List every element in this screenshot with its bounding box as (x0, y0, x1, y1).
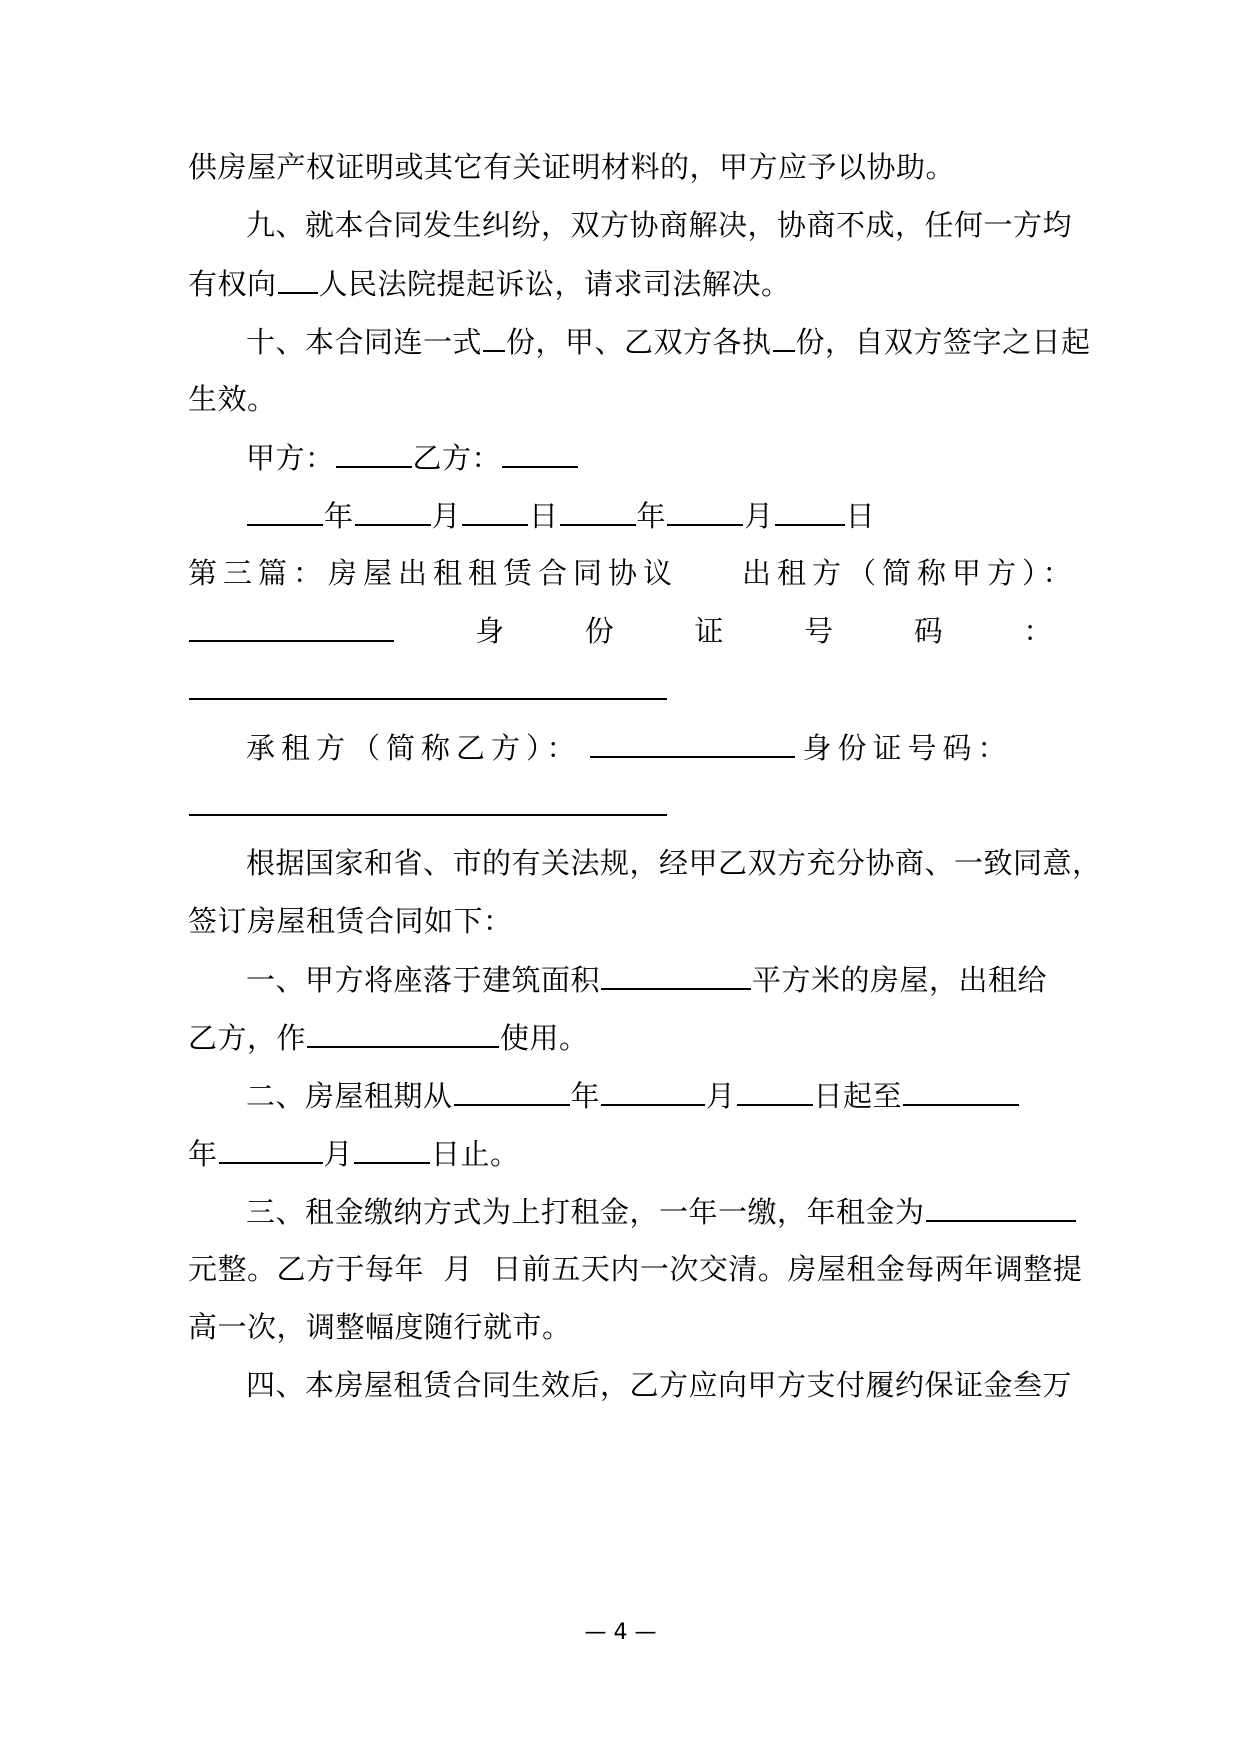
text: 月 (323, 1137, 354, 1171)
paragraph-line (188, 266, 1053, 301)
month-blank[interactable] (667, 498, 743, 526)
preamble (246, 846, 1102, 880)
text: 年 (570, 1079, 601, 1113)
fill-blank[interactable] (483, 324, 505, 352)
text: 份，甲、乙双方各执 (506, 325, 772, 359)
lessor-label: 出租方（简称甲方）： (742, 556, 1078, 590)
text: 使用。 (500, 1021, 589, 1055)
paragraph-line (188, 904, 1053, 938)
text: 供房屋产权证明或其它有关证明材料的，甲方应予以协助。 (188, 150, 956, 184)
usage-blank[interactable] (307, 1020, 499, 1048)
lessor-id-number-line (188, 672, 1053, 707)
end-day-blank[interactable] (354, 1136, 430, 1164)
clause-4 (246, 1368, 1073, 1402)
start-day-blank[interactable] (737, 1078, 813, 1106)
start-year-blank[interactable] (454, 1078, 570, 1106)
section-heading (188, 556, 1078, 590)
text: 高一次，调整幅度随行就市。 (188, 1310, 572, 1344)
text: 日 (529, 499, 559, 533)
year-blank[interactable] (560, 498, 636, 526)
text: 号 (804, 614, 834, 648)
text: 根据国家和省、市的有关法规，经甲乙双方充分协商、一致同意， (246, 846, 1102, 880)
text: 码 (913, 614, 944, 648)
text: 月 (744, 499, 774, 533)
text: 年 (324, 499, 354, 533)
text: 生效。 (188, 382, 277, 416)
text: 份 (584, 614, 615, 648)
day-blank[interactable] (462, 498, 528, 526)
lessee-name-blank[interactable] (590, 730, 795, 758)
lessee-id-number-line (188, 788, 1053, 823)
clause-1 (246, 962, 1053, 997)
text: 四、本房屋租赁合同生效后，乙方应向甲方支付履约保证金叁万 (246, 1368, 1073, 1402)
lessee-id-label: 身份证号码： (802, 731, 1013, 765)
fill-blank[interactable] (773, 324, 795, 352)
text: 身 (475, 614, 505, 648)
text: 日起至 (813, 1079, 903, 1113)
clause-10 (246, 324, 1091, 359)
text: 九、就本合同发生纠纷，双方协商解决，协商不成，任何一方均 (246, 208, 1073, 242)
text: 证 (694, 614, 724, 648)
text: 日 (845, 499, 876, 533)
fill-blank[interactable] (278, 266, 318, 294)
paragraph-line (188, 1020, 1053, 1055)
text: 月 (431, 499, 462, 533)
text: 三、租金缴纳方式为上打租金，一年一缴，年租金为 (246, 1195, 925, 1229)
area-blank[interactable] (601, 962, 751, 990)
start-month-blank[interactable] (601, 1078, 705, 1106)
text: 元整。乙方于每年 月 日前五天内一次交清。房屋租金每两年调整提 (188, 1252, 1083, 1286)
lessee-label: 承租方（简称乙方）： (246, 731, 582, 765)
text: 二、房屋租期从 (246, 1079, 453, 1113)
lessee-line (246, 730, 1053, 765)
text: ： (1023, 614, 1053, 648)
end-year-blank[interactable] (903, 1078, 1019, 1106)
annual-rent-blank[interactable] (926, 1194, 1076, 1222)
year-blank[interactable] (247, 498, 323, 526)
clause-2 (246, 1078, 1053, 1113)
signature-line (246, 440, 1053, 475)
paragraph-line (188, 1310, 1053, 1344)
paragraph-line (188, 1136, 1053, 1171)
text: 十、本合同连一式 (246, 325, 483, 359)
lessor-id-blank[interactable] (189, 672, 667, 700)
text: 份，自双方签字之日起 (795, 325, 1091, 359)
month-blank[interactable] (355, 498, 431, 526)
paragraph-line (188, 150, 1053, 184)
paragraph-line (188, 1252, 1083, 1286)
text: 日止。 (431, 1137, 520, 1171)
text: 一、甲方将座落于建筑面积 (246, 963, 601, 997)
paragraph-line (188, 382, 1053, 416)
text: 年 (636, 499, 667, 533)
party-a-signature-blank[interactable] (336, 440, 412, 468)
page-number: — 4 — (584, 1620, 657, 1645)
clause-3 (246, 1194, 1053, 1229)
party-b-label: 乙方： (412, 441, 502, 475)
text: 有权向 (188, 267, 277, 301)
party-a-label: 甲方： (246, 441, 335, 475)
text: 人民法院提起诉讼，请求司法解决。 (318, 267, 791, 301)
party-b-signature-blank[interactable] (502, 440, 578, 468)
text: 乙方，作 (188, 1021, 307, 1055)
text: 签订房屋租赁合同如下： (188, 904, 513, 938)
lessor-id-line (188, 614, 1053, 648)
clause-9 (246, 208, 1073, 242)
section-title: 第三篇：房屋出租租赁合同协议 (188, 556, 679, 590)
date-line (246, 498, 1053, 533)
lessor-name-blank[interactable] (189, 614, 394, 642)
text: 年 (188, 1137, 218, 1171)
end-month-blank[interactable] (219, 1136, 323, 1164)
lessee-id-blank[interactable] (189, 788, 667, 816)
text: 月 (706, 1079, 736, 1113)
text: 平方米的房屋，出租给 (752, 963, 1048, 997)
day-blank[interactable] (775, 498, 845, 526)
